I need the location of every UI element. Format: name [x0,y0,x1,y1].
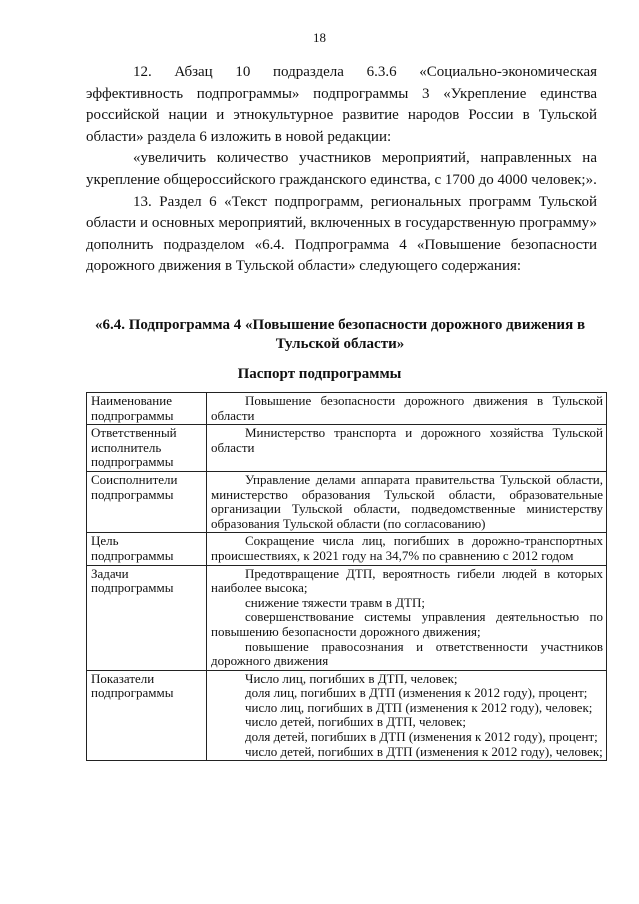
list-item: доля лиц, погибших в ДТП (изменения к 2012 году), процент; [245,685,588,701]
section-title: «6.4. Подпрограмма 4 «Повышение безопасности дорожного движения в Тульской области» [94,317,586,352]
row-label: Цель подпрограммы [87,533,207,565]
row-label: Соисполнители подпрограммы [87,471,207,532]
row-value: Управление делами аппарата правительства Тульской области, министерство образования Тульской области, образовательные организации Тульской области, подведомственные министерству образования Тульской области (по согласованию) [207,471,607,532]
table-row [87,425,607,472]
paragraph-12 [86,62,597,278]
table-row [87,533,607,565]
list-item: число лиц, погибших в ДТП (изменения к 2012 году), человек; [245,699,593,715]
table-row [87,393,607,425]
table-row [87,471,607,532]
row-value: Сокращение числа лиц, погибших в дорожно-транспортных происшествиях, к 2021 году на 34,7% по сравнению с 2012 годом [207,533,607,565]
page-number: 18 [313,30,326,45]
row-value [207,565,607,670]
list-item: повышение правосознания и ответственности участников дорожного движения [211,638,603,669]
paragraph-12-text: 12. Абзац 10 подраздела 6.3.6 «Социально-экономическая эффективность подпрограммы» подпрограммы 3 «Укрепление единства российской нации и этнокультурное развитие народов России в Тульской области» раздела 6 изложить в новой редакции: [86,64,597,145]
table-row [87,565,607,670]
list-item: доля детей, погибших в ДТП (изменения к 2012 году), процент; [245,729,598,745]
passport-title: Паспорт подпрограммы [237,366,402,382]
paragraph-13-text: 13. Раздел 6 «Текст подпрограмм, региональных программ Тульской области и основных мероприятий, включенных в государственную программу» дополнить подразделом «6.4. Подпрограмма 4 «Повышение безопасности дорожного движения в Тульской области» следующего содержания: [86,193,597,275]
row-label: Показатели подпрограммы [87,670,207,761]
row-label: Наименование подпрограммы [87,393,207,425]
table-row [87,670,607,761]
passport-table [86,392,607,761]
row-value: Министерство транспорта и дорожного хозяйства Тульской области [207,425,607,472]
list-item: совершенствование системы управления деятельностью по повышению безопасности дорожного движения; [211,609,603,639]
row-label: Ответственный исполнитель подпрограммы [87,425,207,472]
list-item: снижение тяжести травм в ДТП; [245,594,425,610]
row-value: Повышение безопасности дорожного движения в Тульской области [207,393,607,425]
list-item: Предотвращение ДТП, вероятность гибели людей в которых наиболее высока; [211,565,603,596]
list-item: число детей, погибших в ДТП (изменения к 2012 году), человек; [245,743,603,759]
row-label: Задачи подпрограммы [87,565,207,670]
paragraph-12-quote: «увеличить количество участников мероприятий, направленных на укрепление общероссийского гражданского единства, с 1700 до 4000 человек;». [86,150,597,188]
row-value [207,670,607,761]
list-item: число детей, погибших в ДТП, человек; [245,714,467,730]
list-item: Число лиц, погибших в ДТП, человек; [245,670,458,686]
